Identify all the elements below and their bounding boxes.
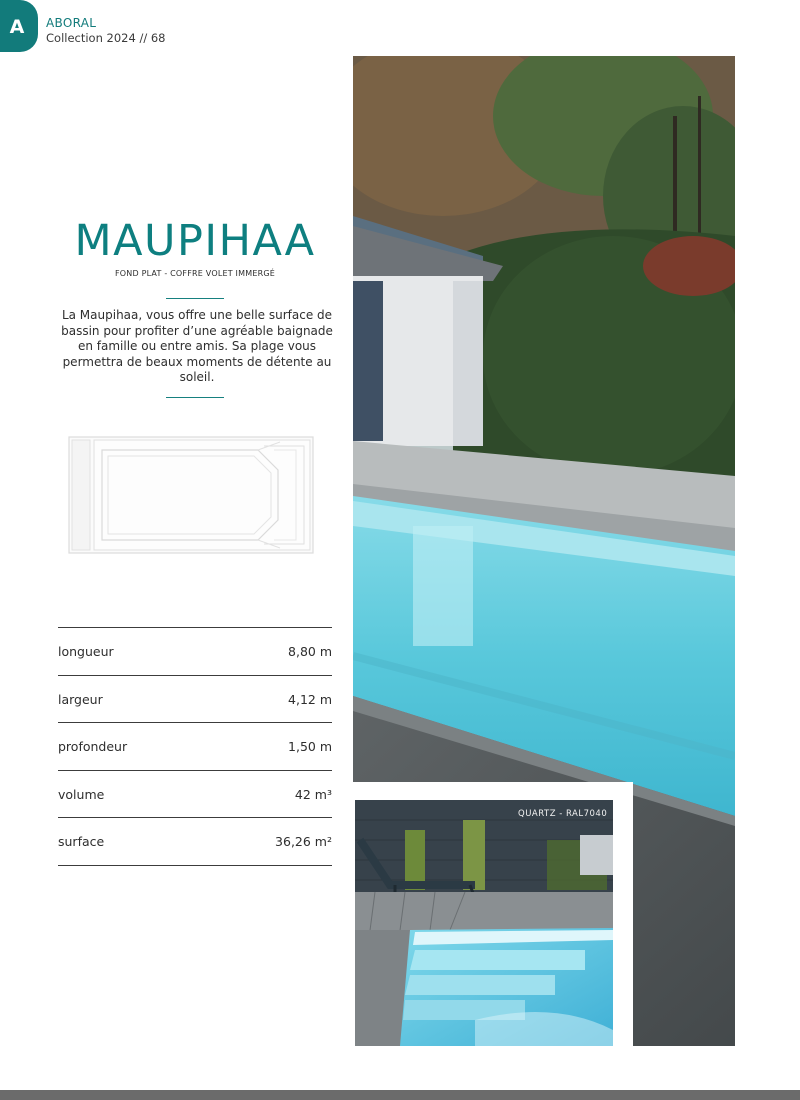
collection-label: Collection 2024 // 68 [46, 31, 166, 45]
divider-bottom [166, 397, 224, 398]
product-subtitle: FOND PLAT - COFFRE VOLET IMMERGÉ [114, 269, 275, 278]
table-row [58, 722, 332, 770]
table-row [58, 675, 332, 723]
table-row [58, 817, 332, 866]
product-description: La Maupihaa, vous offre une belle surface de bassin pour profiter d’une agréable baignade en famille ou entre amis. Sa plage vous permettra de beaux moments de détente au soleil. [61, 308, 333, 384]
scan-edge [0, 1090, 800, 1100]
brand-badge-icon [0, 0, 38, 52]
specs-table [58, 627, 332, 866]
spec-value: 8,80 m [288, 644, 332, 659]
spec-label: profondeur [58, 739, 128, 754]
table-row [58, 770, 332, 818]
pool-plan-drawing [68, 436, 314, 554]
brand-name: ABORAL [46, 16, 97, 30]
spec-value: 1,50 m [288, 739, 332, 754]
badge-letter: A [9, 16, 25, 38]
spec-label: largeur [58, 691, 103, 707]
inset-photo [355, 800, 613, 1046]
brand-block [46, 16, 166, 46]
spec-label: volume [58, 786, 105, 802]
product-title: MAUPIHAA [74, 216, 316, 266]
spec-value: 42 m³ [294, 786, 332, 802]
spec-value: 4,12 m [288, 691, 332, 707]
inset-caption: QUARTZ - RAL7040 [518, 809, 608, 819]
table-row [58, 627, 332, 675]
spec-label: longueur [58, 644, 114, 659]
divider-top [166, 298, 224, 299]
spec-value: 36,26 m² [275, 834, 332, 849]
spec-label: surface [58, 834, 105, 849]
